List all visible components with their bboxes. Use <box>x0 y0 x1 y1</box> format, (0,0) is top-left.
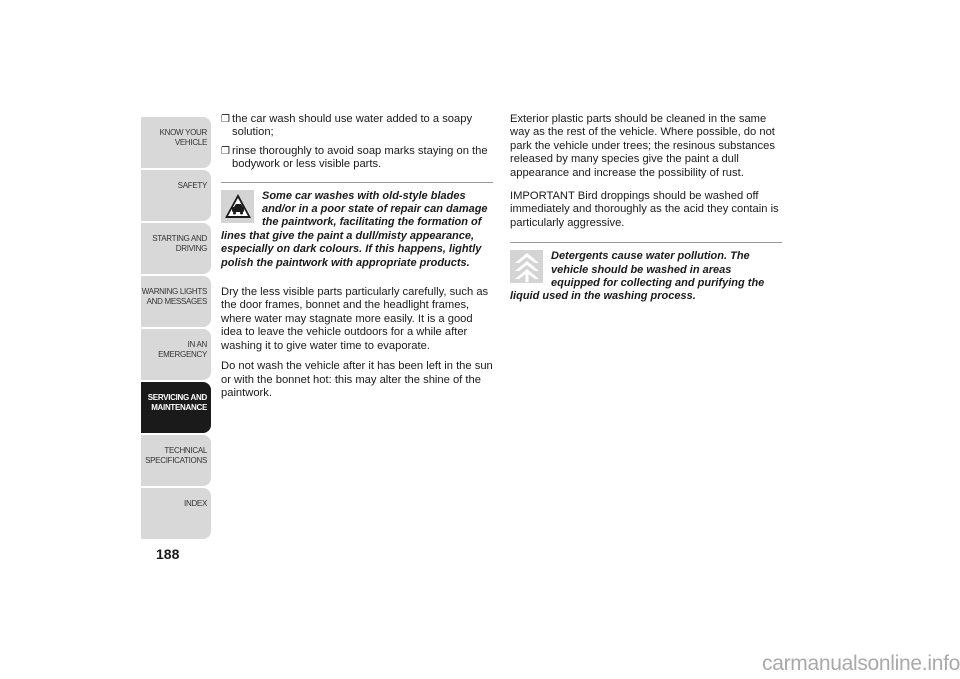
tab-starting-and-driving[interactable]: STARTING AND DRIVING <box>141 223 211 274</box>
bullet-item <box>221 145 493 172</box>
bullet-text: rinse thoroughly to avoid soap marks staying on the bodywork or less visible parts. <box>232 144 488 171</box>
tab-index[interactable]: INDEX <box>141 488 211 539</box>
bullet-text: the car wash should use water added to a soapy solution; <box>232 113 473 139</box>
page-number: 188 <box>156 546 180 562</box>
paragraph: IMPORTANT Bird droppings should be washed off immediately and thoroughly as the acid they contain is particularly aggressive. <box>510 190 779 229</box>
tab-safety[interactable]: SAFETY <box>141 170 211 221</box>
checkbox-bullet-icon: ❒ <box>221 114 230 125</box>
checkbox-bullet-icon: ❒ <box>221 145 230 157</box>
watermark: carmanualsonline.info <box>762 652 960 675</box>
tab-warning-lights[interactable]: WARNING LIGHTS AND MESSAGES <box>141 276 211 327</box>
warning-text: Some car washes with old-style blades and/or in a poor state of repair can damage the paintwork, facilitating the formation of lines that give the paint a dull/misty appearance, especially on dark colours. If this happens, lightly polish the paintwork with appropriate products. <box>221 189 488 269</box>
paragraph: Do not wash the vehicle after it has been left in the sun or with the bonnet hot: this may alter the shine of the paintwork. <box>221 360 493 399</box>
paragraph: Exterior plastic parts should be cleaned in the same way as the rest of the vehicle. Where possible, do not park the vehicle under trees; the resinous substances released by many species give the paint a dull appearance and increase the possibility of rust. <box>510 113 775 179</box>
tab-know-your-vehicle[interactable]: KNOW YOUR VEHICLE <box>141 117 211 168</box>
tab-technical-specifications[interactable]: TECHNICAL SPECIFICATIONS <box>141 435 211 486</box>
environment-text: Detergents cause water pollution. The vehicle should be washed in areas equipped for collecting and purifying the liquid used in the washing process. <box>510 250 765 303</box>
environment-tree-icon <box>510 250 543 283</box>
bullet-item <box>221 113 493 140</box>
environment-note <box>510 250 782 304</box>
warning-note <box>221 190 493 270</box>
tab-in-an-emergency[interactable]: IN AN EMERGENCY <box>141 329 211 380</box>
left-column <box>221 113 493 407</box>
tab-servicing-and-maintenance[interactable]: SERVICING AND MAINTENANCE <box>141 382 211 433</box>
divider <box>510 242 782 243</box>
car-warning-icon <box>221 190 254 223</box>
divider <box>221 182 493 183</box>
right-column <box>510 113 782 304</box>
paragraph: Dry the less visible parts particularly carefully, such as the door frames, bonnet and the headlight frames, where water may stagnate more easily. It is a good idea to leave the vehicle outdoors for a while after washing it to give water time to evaporate. <box>221 286 489 352</box>
